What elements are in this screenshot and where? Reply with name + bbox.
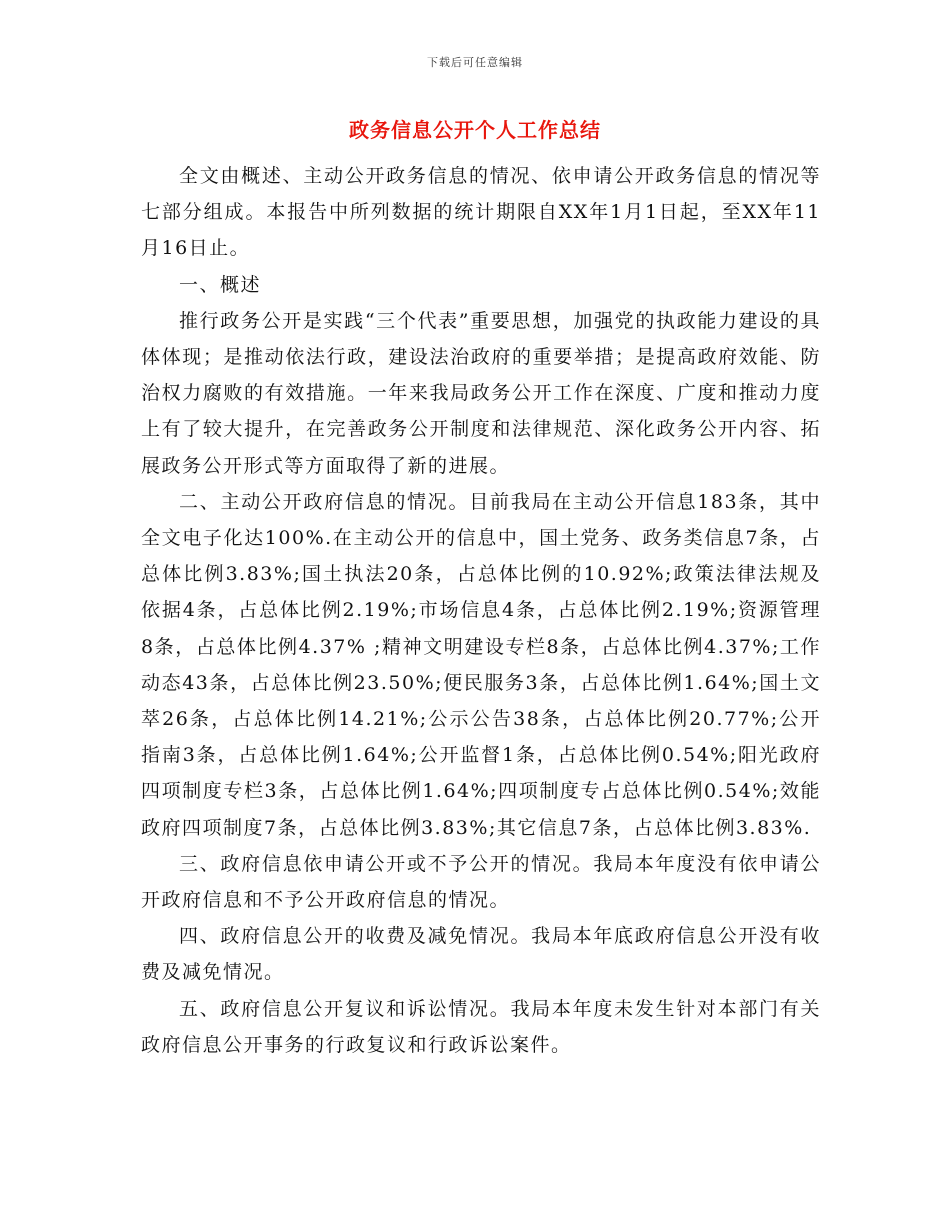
paragraph-overview: 推行政务公开是实践“三个代表”重要思想，加强党的执政能力建设的具体体现；是推动依法行政，建设法治政府的重要举措；是提高政府效能、防治权力腐败的有效措施。一年来我局政务公开工作在深度、广度和推动力度上有了较大提升，在完善政务公开制度和法律规范、深化政务公开内容、拓展政务公开形式等方面取得了新的进展。 [141, 309, 821, 477]
paragraph-application-disclosure: 三、政府信息依申请公开或不予公开的情况。我局本年度没有依申请公开政府信息和不予公开政府信息的情况。 [141, 852, 821, 912]
section-heading-overview: 一、概述 [179, 273, 262, 296]
paragraph-review-litigation: 五、政府信息公开复议和诉讼情况。我局本年度未发生针对本部门有关政府信息公开事务的行政复议和行政诉讼案件。 [141, 997, 821, 1056]
paragraph-intro: 全文由概述、主动公开政务信息的情况、依申请公开政务信息的情况等七部分组成。本报告中所列数据的统计期限自XX年1月1日起，至XX年11月16日止。 [141, 165, 821, 260]
paragraph-fees: 四、政府信息公开的收费及减免情况。我局本年底政府信息公开没有收费及减免情况。 [141, 925, 821, 984]
paragraph-proactive-disclosure: 二、主动公开政府信息的情况。目前我局在主动公开信息183条，其中全文电子化达100%.在主动公开的信息中，国土党务、政务类信息7条，占总体比例3.83%;国土执法20条，占总体比例的10.92%;政策法律法规及依据4条，占总体比例2.19%;市场信息4条，占总体比例2.19%;资源管理8条，占总体比例4.37% ;精神文明建设专栏8条，占总体比例4.37%;工作动态43条，占总体比例23.50%;便民服务3条，占总体比例1.64%;国土文萃26条，占总体比例14.21%;公示公告38条，占总体比例20.77%;公开指南3条，占总体比例1.64%;公开监督1条，占总体比例0.54%;阳光政府四项制度专栏3条，占总体比例1.64%;四项制度专占总体比例0.54%;效能政府四项制度7条，占总体比例3.83%;其它信息7条，占总体比例3.83%. [141, 490, 821, 839]
page-header-note: 下载后可任意编辑 [427, 56, 523, 69]
document-title: 政务信息公开个人工作总结 [349, 118, 601, 142]
document-body [141, 158, 821, 1063]
